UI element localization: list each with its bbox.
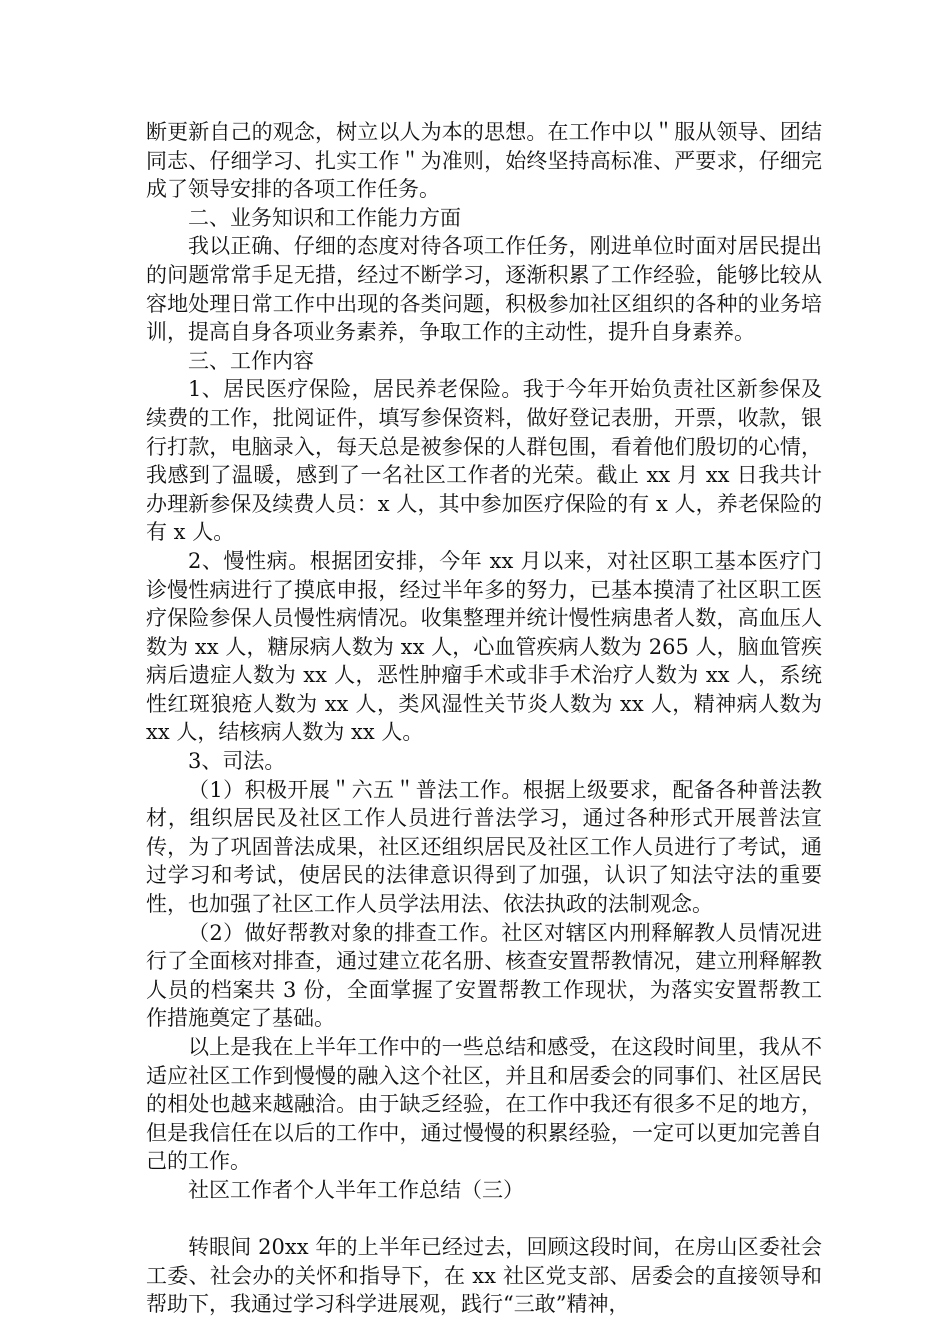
paragraph-business-knowledge: 我以正确、仔细的态度对待各项工作任务，刚进单位时面对居民提出的问题常常手足无措，经过不断学习，逐渐积累了工作经验，能够比较从容地处理日常工作中出现的各类问题，积极参加社区组织的各种的业务培训，提高自身各项业务素养，争取工作的主动性，提升自身素养。 (146, 234, 822, 345)
paragraph-judicial-heading: 3、司法。 (188, 749, 286, 774)
blank-line (146, 1205, 822, 1234)
paragraph-medical-insurance: 1、居民医疗保险，居民养老保险。我于今年开始负责社区新参保及续费的工作，批阅证件，填写参保资料，做好登记表册，开票，收款，银行打款，电脑录入，每天总是被参保的人群包围，看着他们殷切的心情，我感到了温暖，感到了一名社区工作者的光荣。截止 xx 月 xx 日我共计办理新参保及续费人员：x 人，其中参加医疗保险的有 x 人，养老保险的有 x 人。 (146, 377, 822, 545)
paragraph-summary-three-intro: 转眼间 20xx 年的上半年已经过去，回顾这段时间，在房山区委社会工委、社会办的关怀和指导下，在 xx 社区党支部、居委会的直接领导和帮助下，我通过学习科学进展观，践行“三敢”精神， (146, 1235, 822, 1317)
paragraph-intro-continued: 断更新自己的观念，树立以人为本的思想。在工作中以＂服从领导、团结同志、仔细学习、扎实工作＂为准则，始终坚持高标准、严要求，仔细完成了领导安排的各项工作任务。 (146, 120, 822, 202)
paragraph-summary: 以上是我在上半年工作中的一些总结和感受，在这段时间里，我从不适应社区工作到慢慢的融入这个社区，并且和居委会的同事们、社区居民的相处也越来越融洽。由于缺乏经验，在工作中我还有很多不足的地方，但是我信任在以后的工作中，通过慢慢的积累经验，一定可以更加完善自己的工作。 (146, 1035, 822, 1174)
paragraph-chronic-disease: 2、慢性病。根据团安排，今年 xx 月以来，对社区职工基本医疗门诊慢性病进行了摸底申报，经过半年多的努力，已基本摸清了社区职工医疗保险参保人员慢性病情况。收集整理并统计慢性病患者人数，高血压人数为 xx 人，糖尿病人数为 xx 人，心血管疾病人数为 265 人，脑血管疾病后遗症人数为 xx 人，恶性肿瘤手术或非手术治疗人数为 xx 人，系统性红斑狼疮人数为 xx 人，类风湿性关节炎人数为 xx 人，精神病人数为 xx 人，结核病人数为 xx 人。 (146, 548, 822, 745)
section-heading-business-knowledge: 二、业务知识和工作能力方面 (188, 205, 461, 230)
section-title-summary-three: 社区工作者个人半年工作总结（三） (188, 1177, 524, 1202)
section-heading-work-content: 三、工作内容 (188, 348, 314, 373)
paragraph-legal-education: （1）积极开展＂六五＂普法工作。根据上级要求，配备各种普法教材，组织居民及社区工作人员进行普法学习，通过各种形式开展普法宣传，为了巩固普法成果，社区还组织居民及社区工作人员进行了考试，通过学习和考试，使居民的法律意识得到了加强，认识了知法守法的重要性，也加强了社区工作人员学法用法、依法执政的法制观念。 (146, 777, 822, 917)
paragraph-rehabilitation: （2）做好帮教对象的排查工作。社区对辖区内刑释解教人员情况进行了全面核对排查，通过建立花名册、核查安置帮教情况，建立刑释解教人员的档案共 3 份，全面掌握了安置帮教工作现状，为落实安置帮教工作措施奠定了基础。 (146, 920, 822, 1031)
document-page (146, 118, 822, 1319)
